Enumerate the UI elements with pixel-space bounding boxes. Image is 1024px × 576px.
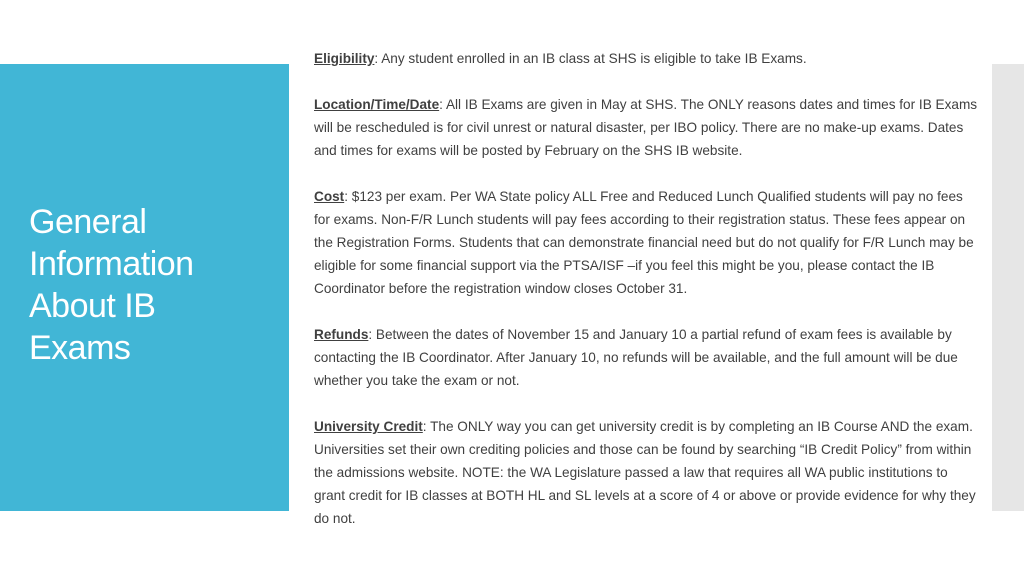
eligibility-label: Eligibility [314,51,375,66]
eligibility-text: : Any student enrolled in an IB class at SHS is eligible to take IB Exams. [374,51,807,66]
eligibility-paragraph [314,47,980,70]
slide-title-line: About IB [29,287,156,325]
university-credit-text: : The ONLY way you can get university credit is by completing an IB Course AND the exam. Universities set their own crediting policies and those can be found by searching “IB Credit Policy” from within the admissions website. NOTE: the WA Legislature passed a law that requires all WA public institutions to grant credit for IB classes at BOTH HL and SL levels at a score of 4 or above or provide evidence for why they do not. [314,419,976,526]
cost-label: Cost [314,189,345,204]
location-time-date-label: Location/Time/Date [314,97,440,112]
slide-title-line: Exams [29,329,131,367]
slide-content [314,47,980,553]
slide-title [29,201,279,369]
refunds-paragraph [314,323,980,392]
cost-paragraph [314,185,980,300]
slide-title-line: Information [29,245,194,283]
university-credit-label: University Credit [314,419,423,434]
right-accent-strip [992,64,1024,511]
cost-text: : $123 per exam. Per WA State policy ALL Free and Reduced Lunch Qualified students will pay no fees for exams. Non-F/R Lunch students will pay fees according to their registration status. These fees appear on the Registration Forms. Students that can demonstrate financial need but do not qualify for F/R Lunch may be eligible for some financial support via the PTSA/ISF –if you feel this might be you, please contact the IB Coordinator before the registration window closes October 31. [314,189,974,296]
location-time-date-paragraph [314,93,980,162]
refunds-text: : Between the dates of November 15 and January 10 a partial refund of exam fees is available by contacting the IB Coordinator. After January 10, no refunds will be available, and the full amount will be due whether you take the exam or not. [314,327,958,388]
university-credit-paragraph [314,415,980,530]
refunds-label: Refunds [314,327,369,342]
slide-title-line: General [29,203,147,241]
location-time-date-text: : All IB Exams are given in May at SHS. The ONLY reasons dates and times for IB Exams will be rescheduled is for civil unrest or natural disaster, per IBO policy. There are no make-up exams. Dates and times for exams will be posted by February on the SHS IB website. [314,97,978,158]
